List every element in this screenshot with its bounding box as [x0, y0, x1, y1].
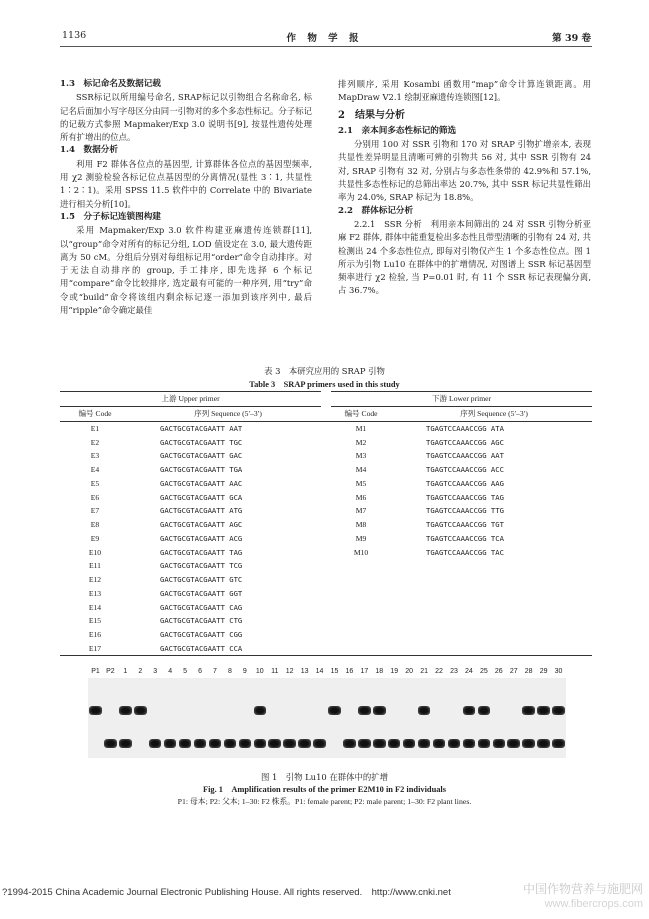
- gel-band: [463, 706, 476, 715]
- gel-band: [268, 739, 281, 748]
- gel-band: [418, 739, 431, 748]
- gel-band: [448, 739, 461, 748]
- section-1-3-title: 1.3 标记命名及数据记载: [60, 79, 161, 89]
- lower-code-cell: M5: [355, 478, 367, 488]
- gel-band: [134, 706, 147, 715]
- lower-sequence-cell: TGAGTCCAAACCGG ACC: [426, 465, 504, 475]
- section-2-1-title: 2.1 亲本间多态性标记的筛选: [338, 125, 457, 136]
- right-column: [338, 78, 591, 298]
- lower-code-cell: [326, 587, 396, 601]
- gel-band: [493, 739, 506, 748]
- lane-label: 11: [271, 668, 279, 675]
- lane-label: 14: [315, 668, 324, 675]
- lower-sequence-cell: TGAGTCCAAACCGG TTG: [426, 506, 504, 516]
- gel-band: [239, 739, 252, 748]
- col-code-upper: 编号 Code: [78, 409, 112, 419]
- upper-code-cell: E13: [88, 588, 102, 598]
- upper-code-cell: E7: [90, 506, 100, 516]
- section-1-3-paragraph: SSR标记以所用编号命名, SRAP标记以引物组合名称命名, 标记名后面加小写字母区分由同一引物对的多个多态性标记。分子标记的记载方式参照 Mapmaker/Exp 3.0 说明书[9], 按显性遗传处理所有扩增出的位点。: [60, 92, 312, 143]
- gel-band: [388, 739, 401, 748]
- lane-label: 1: [123, 668, 128, 675]
- upper-sequence-cell: GACTGCGTACGAATT GAC: [160, 451, 243, 461]
- lower-code-cell: [326, 642, 396, 656]
- lane-label: 18: [375, 668, 384, 675]
- upper-sequence-cell: GACTGCGTACGAATT ATG: [160, 506, 243, 516]
- lane-label: 9: [242, 668, 247, 675]
- gel-band: [194, 739, 207, 748]
- header-rule: [60, 46, 592, 47]
- table-row: [60, 600, 592, 614]
- lane-label: 19: [390, 668, 399, 675]
- lane-label: 26: [494, 668, 503, 675]
- lower-code-cell: M3: [355, 451, 367, 461]
- gel-band: [298, 739, 311, 748]
- lane-label: 20: [405, 668, 414, 675]
- upper-sequence-cell: GACTGCGTACGAATT GCA: [160, 492, 243, 502]
- gel-band: [552, 739, 565, 748]
- figure-caption-cn: 图 1 引物 Lu10 在群体中的扩增: [260, 772, 389, 782]
- lane-label: 13: [300, 668, 309, 675]
- upper-sequence-cell: GACTGCGTACGAATT GGT: [160, 588, 243, 598]
- lower-code-cell: M6: [355, 492, 367, 502]
- lower-sequence-cell: TGAGTCCAAACCGG ATA: [426, 423, 504, 433]
- gel-band: [537, 706, 550, 715]
- upper-sequence-cell: GACTGCGTACGAATT AGC: [160, 520, 243, 530]
- gel-band: [254, 739, 267, 748]
- gel-band: [328, 706, 341, 715]
- watermark-url: www.fibercrops.com: [544, 898, 643, 910]
- upper-sequence-cell: GACTGCGTACGAATT TGC: [160, 437, 243, 447]
- upper-code-cell: E1: [90, 423, 100, 433]
- gel-band: [552, 706, 565, 715]
- gel-band: [537, 739, 550, 748]
- gel-band: [254, 706, 267, 715]
- table-row: [60, 449, 592, 463]
- gel-band: [418, 706, 431, 715]
- upper-code-cell: E6: [90, 492, 100, 502]
- table-row: [60, 573, 592, 587]
- lane-label: 10: [255, 668, 264, 675]
- volume-number: 第 39 卷: [552, 33, 591, 44]
- gel-lane-labels: [88, 668, 566, 678]
- lower-sequence-cell: [396, 628, 592, 642]
- gel-band: [179, 739, 192, 748]
- gel-band: [224, 739, 237, 748]
- figure-caption-en: Fig. 1 Amplification results of the primer E2M10 in F2 individuals: [202, 785, 447, 794]
- lower-code-cell: M7: [355, 506, 367, 516]
- lane-label: P2: [106, 668, 115, 675]
- lower-code-cell: [326, 628, 396, 642]
- gel-band: [209, 739, 222, 748]
- lower-sequence-cell: TGAGTCCAAACCGG TAC: [426, 547, 504, 557]
- gel-band: [373, 739, 386, 748]
- table-caption-cn: 表 3 本研究应用的 SRAP 引物: [264, 366, 385, 376]
- lower-sequence-cell: [396, 642, 592, 656]
- lane-label: 6: [198, 668, 202, 675]
- upper-sequence-cell: GACTGCGTACGAATT CTG: [160, 616, 243, 626]
- table-row: [60, 532, 592, 546]
- table-row: [60, 490, 592, 504]
- gel-band: [343, 739, 356, 748]
- gel-band: [89, 706, 102, 715]
- upper-sequence-cell: GACTGCGTACGAATT CCA: [160, 643, 243, 653]
- watermark-site-name: 中国作物营养与施肥网: [522, 882, 643, 896]
- table-row: [60, 545, 592, 559]
- gel-band: [478, 739, 491, 748]
- table-row: [60, 477, 592, 491]
- lower-code-cell: [326, 559, 396, 573]
- upper-code-cell: E8: [90, 520, 100, 530]
- lane-label: P1: [91, 668, 100, 675]
- table-caption-en: Table 3 SRAP primers used in this study: [249, 380, 400, 389]
- table-row: [60, 587, 592, 601]
- lower-code-cell: M1: [355, 423, 367, 433]
- upper-sequence-cell: GACTGCGTACGAATT CGG: [160, 630, 243, 640]
- gel-band: [403, 739, 416, 748]
- upper-sequence-cell: GACTGCGTACGAATT GTC: [160, 575, 243, 585]
- lower-code-cell: [326, 573, 396, 587]
- table-row: [60, 642, 592, 656]
- lane-label: 2: [138, 668, 143, 675]
- lower-code-cell: M4: [355, 465, 367, 475]
- lane-label: 29: [539, 668, 548, 675]
- lane-label: 8: [227, 668, 232, 675]
- lower-sequence-cell: [396, 573, 592, 587]
- copyright-footer: ?1994-2015 China Academic Journal Electronic Publishing House. All rights reserved. http://www.cnki.net: [2, 887, 451, 898]
- upper-sequence-cell: GACTGCGTACGAATT TGA: [160, 465, 243, 475]
- section-1-4-paragraph: 利用 F2 群体各位点的基因型, 计算群体各位点的基因型频率, 用 χ2 测验检验各标记位点基因型的分离情况(显性 3∶1, 共显性 1∶2∶1)。采用 SPSS 11.5 软件中的 Correlate 中的 Bivariate 进行相关分析[10]。: [60, 158, 312, 209]
- lower-sequence-cell: [396, 559, 592, 573]
- section-1-4-title: 1.4 数据分析: [60, 145, 118, 156]
- lane-label: 7: [213, 668, 217, 675]
- table-row: [60, 435, 592, 449]
- lower-code-cell: M8: [355, 520, 367, 530]
- gel-band: [478, 706, 491, 715]
- gel-band: [433, 739, 446, 748]
- table-row: [60, 628, 592, 642]
- lane-label: 27: [509, 668, 518, 675]
- section-2-2-1-paragraph: 2.2.1 SSR 分析 利用亲本间筛出的 24 对 SSR 引物分析亚麻 F2 群体, 群体中能重复检出多态性且带型清晰的引物有 24 对, 共检测出 24 个多态性位点, 即每对引物仅产生 1 个多态性位点。图 1 所示为引物 Lu10 在群体中的扩增情况, 对图谱上 SSR 标记基因型频率进行 χ2 检验, 当 P=0.01 时, 有 11 个 SSR 标记表现偏分离, 占 36.7%。: [338, 218, 591, 296]
- col-seq-lower: 序列 Sequence (5′–3′): [460, 409, 528, 419]
- running-header: [0, 30, 649, 46]
- upper-sequence-cell: GACTGCGTACGAATT CAG: [160, 602, 243, 612]
- gel-band: [119, 706, 132, 715]
- table-row: [60, 559, 592, 573]
- upper-sequence-cell: GACTGCGTACGAATT AAC: [160, 478, 243, 488]
- lane-label: 4: [168, 668, 173, 675]
- section-2-title: 2 结果与分析: [338, 109, 405, 121]
- upper-sequence-cell: GACTGCGTACGAATT TCG: [160, 561, 243, 571]
- lower-sequence-cell: [396, 600, 592, 614]
- lane-label: 3: [153, 668, 158, 675]
- table-row: [60, 463, 592, 477]
- lower-sequence-cell: TGAGTCCAAACCGG TGT: [426, 520, 504, 530]
- upper-code-cell: E12: [88, 575, 102, 585]
- lower-sequence-cell: TGAGTCCAAACCGG AAG: [426, 478, 504, 488]
- upper-code-cell: E16: [88, 630, 102, 640]
- lower-sequence-cell: [396, 614, 592, 628]
- lane-label: 5: [183, 668, 188, 675]
- section-1-5-paragraph: 采用 Mapmaker/Exp 3.0 软件构建亚麻遗传连锁群[11], 以“group”命令对所有的标记分组, LOD 值设定在 3.0, 最大遗传距离为 50 cM。分组后分别对每组标记用“order”命令自动排序。对于无法自动排序的 group, 手工排序, 即先选择 6 个标记用“compare”命令比较排序, 选定最有可能的一种序列, 用“try”命令或“build”命令将该组内剩余标记逐一添加到该序列中, 最后用“ripple”命令确定最佳: [60, 225, 312, 316]
- gel-band: [373, 706, 386, 715]
- section-1-5-title: 1.5 分子标记连锁图构建: [60, 211, 161, 222]
- upper-code-cell: E2: [90, 437, 100, 447]
- lane-label: 24: [465, 668, 473, 675]
- upper-sequence-cell: GACTGCGTACGAATT AAT: [160, 423, 243, 433]
- lane-label: 12: [285, 668, 294, 675]
- gel-image: [88, 678, 566, 758]
- gel-band: [522, 739, 535, 748]
- gel-band: [463, 739, 476, 748]
- lower-sequence-cell: TGAGTCCAAACCGG AAT: [426, 451, 504, 461]
- lane-label: 22: [435, 668, 443, 675]
- left-column: [60, 78, 312, 317]
- gel-band: [507, 739, 520, 748]
- lower-sequence-cell: TGAGTCCAAACCGG TAG: [426, 492, 504, 502]
- gel-band: [358, 706, 371, 715]
- gel-band: [358, 739, 371, 748]
- lane-label: 17: [360, 668, 369, 675]
- continued-paragraph: 排列顺序, 采用 Kosambi 函数用“map”命令计算连锁距离。用 MapDraw V2.1 绘制亚麻遗传连锁图[12]。: [338, 79, 591, 103]
- gel-band: [283, 739, 296, 748]
- upper-code-cell: E9: [90, 533, 100, 543]
- gel-band: [522, 706, 535, 715]
- upper-code-cell: E10: [88, 547, 102, 557]
- section-2-1-paragraph: 分别用 100 对 SSR 引物和 170 对 SRAP 引物扩增亲本, 表现共显性差异明显且清晰可辨的引物共 56 对, 其中 SSR 引物有 24 对, SRAP 引物有 32 对, 分别占与多态性条带的 42.9%和 57.1%, 共显性多态性标记的总筛出率达 20.7%, 其中 SSR 标记共显性筛出率为 24.0%, SRAP 标记为 18.8%。: [338, 139, 591, 203]
- lower-code-cell: [326, 614, 396, 628]
- upper-code-cell: E11: [89, 561, 101, 571]
- upper-code-cell: E17: [88, 643, 102, 653]
- lane-label: 25: [479, 668, 488, 675]
- srap-primer-table: [60, 391, 592, 656]
- section-2-2-title: 2.2 群体标记分析: [338, 205, 414, 216]
- col-code-lower: 编号 Code: [344, 409, 378, 419]
- lower-sequence-cell: TGAGTCCAAACCGG AGC: [426, 437, 504, 447]
- upper-code-cell: E4: [90, 465, 100, 475]
- lane-label: 16: [345, 668, 354, 675]
- lower-primer-header: 下游 Lower primer: [326, 392, 592, 407]
- table-row: [60, 421, 592, 435]
- lane-label: 30: [554, 668, 563, 675]
- gel-band: [164, 739, 177, 748]
- lane-label: 28: [524, 668, 533, 675]
- upper-primer-header: 上游 Upper primer: [60, 392, 326, 407]
- lower-code-cell: M10: [353, 547, 369, 557]
- col-seq-upper: 序列 Sequence (5′–3′): [194, 409, 262, 419]
- gel-band: [149, 739, 162, 748]
- lower-code-cell: M2: [355, 437, 367, 447]
- lane-label: 15: [330, 668, 339, 675]
- upper-sequence-cell: GACTGCGTACGAATT TAG: [160, 547, 243, 557]
- lane-label: 21: [420, 668, 428, 675]
- table-row: [60, 518, 592, 532]
- gel-band: [313, 739, 326, 748]
- page-number: 1136: [62, 30, 87, 41]
- lower-code-cell: [326, 600, 396, 614]
- upper-code-cell: E15: [88, 616, 102, 626]
- table-row: [60, 504, 592, 518]
- lower-sequence-cell: TGAGTCCAAACCGG TCA: [426, 533, 504, 543]
- lower-sequence-cell: [396, 587, 592, 601]
- gel-band: [119, 739, 132, 748]
- figure-note: P1: 母本; P2: 父本; 1–30: F2 株系。P1: female parent; P2: male parent; 1–30: F2 plant lines.: [177, 797, 472, 806]
- table-row: [60, 614, 592, 628]
- upper-code-cell: E3: [90, 451, 100, 461]
- upper-code-cell: E14: [88, 602, 102, 612]
- upper-sequence-cell: GACTGCGTACGAATT ACG: [160, 533, 243, 543]
- journal-name: 作 物 学 报: [286, 33, 363, 44]
- gel-band: [104, 739, 117, 748]
- lane-label: 23: [450, 668, 458, 675]
- upper-code-cell: E5: [90, 478, 100, 488]
- lower-code-cell: M9: [355, 533, 367, 543]
